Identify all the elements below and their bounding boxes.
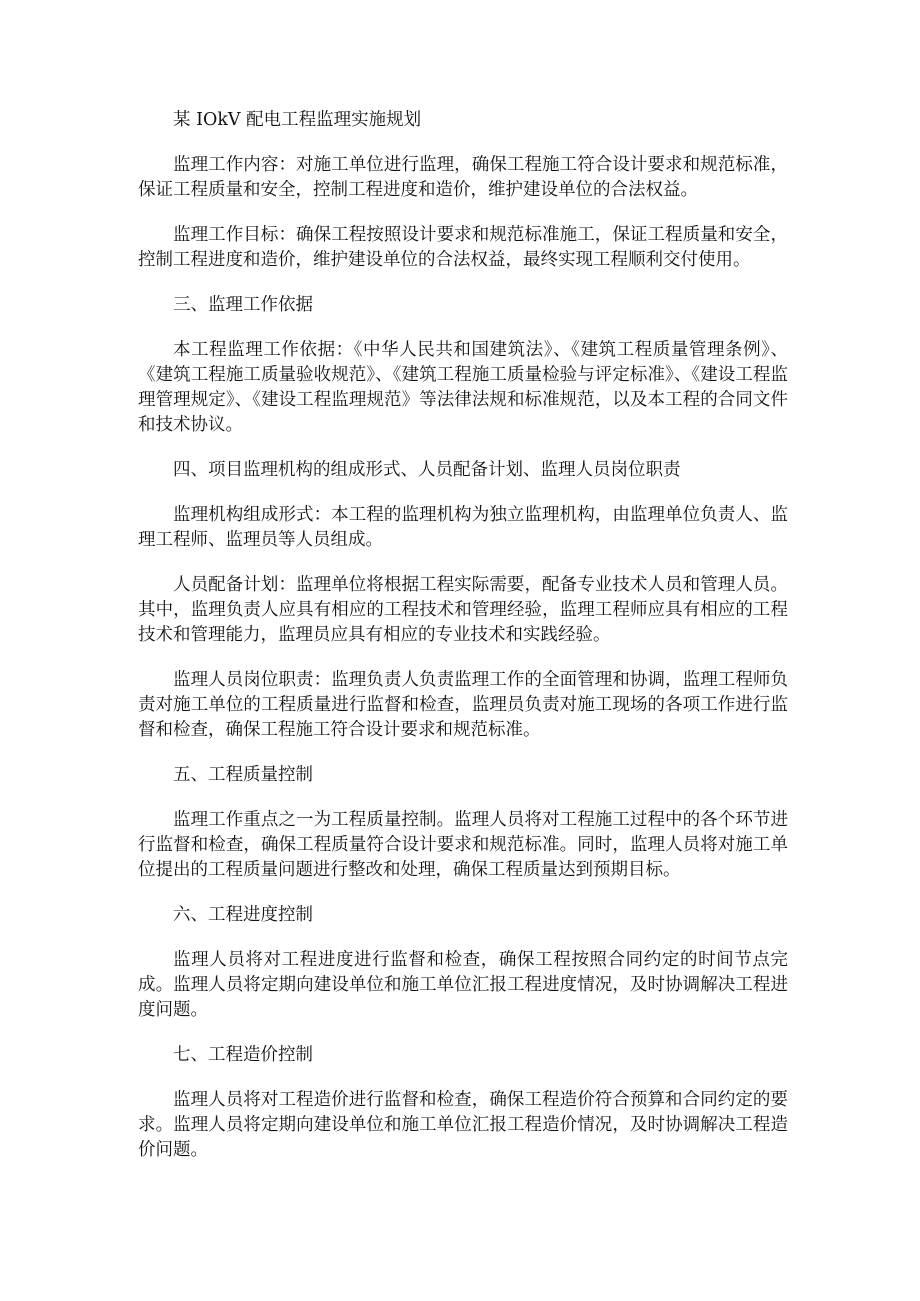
document-title: 某 IOkV 配电工程监理实施规划 <box>173 110 422 130</box>
paragraph-schedule: 监理人员将对工程进度进行监督和检查，确保工程按照合同约定的时间节点完成。监理人员将定期向建设单位和施工单位汇报工程进度情况，及时协调解决工程进度问题。 <box>138 950 788 1020</box>
paragraph-work-goal: 监理工作目标：确保工程按照设计要求和规范标准施工，保证工程质量和安全，控制工程进度和造价，维护建设单位的合法权益，最终实现工程顺利交付使用。 <box>138 225 788 270</box>
section-heading-cost: 七、工程造价控制 <box>173 1045 313 1065</box>
section-heading-basis: 三、监理工作依据 <box>173 295 313 315</box>
paragraph-quality: 监理工作重点之一为工程质量控制。监理人员将对工程施工过程中的各个环节进行监督和检查，确保工程质量符合设计要求和规范标准。同时，监理人员将对施工单位提出的工程质量问题进行整改和处理，确保工程质量达到预期目标。 <box>138 810 788 880</box>
paragraph-staffing-plan: 人员配备计划：监理单位将根据工程实际需要，配备专业技术人员和管理人员。其中，监理负责人应具有相应的工程技术和管理经验，监理工程师应具有相应的工程技术和管理能力，监理员应具有相应的专业技术和实践经验。 <box>138 575 788 645</box>
paragraph-cost: 监理人员将对工程造价进行监督和检查，确保工程造价符合预算和合同约定的要求。监理人员将定期向建设单位和施工单位汇报工程造价情况，及时协调解决工程造价问题。 <box>138 1090 788 1160</box>
paragraph-work-content: 监理工作内容：对施工单位进行监理，确保工程施工符合设计要求和规范标准，保证工程质量和安全，控制工程进度和造价，维护建设单位的合法权益。 <box>138 155 788 200</box>
section-heading-quality: 五、工程质量控制 <box>173 765 313 785</box>
paragraph-basis: 本工程监理工作依据：《中华人民共和国建筑法》、《建筑工程质量管理条例》、《建筑工程施工质量验收规范》、《建筑工程施工质量检验与评定标准》、《建设工程监理管理规定》、《建设工程监理规范》等法律法规和标准规范，以及本工程的合同文件和技术协议。 <box>138 340 788 435</box>
paragraph-organization-form: 监理机构组成形式：本工程的监理机构为独立监理机构，由监理单位负责人、监理工程师、监理员等人员组成。 <box>138 505 788 550</box>
section-heading-schedule: 六、工程进度控制 <box>173 905 313 925</box>
section-heading-organization: 四、项目监理机构的组成形式、人员配备计划、监理人员岗位职责 <box>173 460 681 480</box>
document-page <box>138 108 788 1183</box>
paragraph-staff-duties: 监理人员岗位职责：监理负责人负责监理工作的全面管理和协调，监理工程师负责对施工单位的工程质量进行监督和检查，监理员负责对施工现场的各项工作进行监督和检查，确保工程施工符合设计要求和规范标准。 <box>138 670 788 740</box>
